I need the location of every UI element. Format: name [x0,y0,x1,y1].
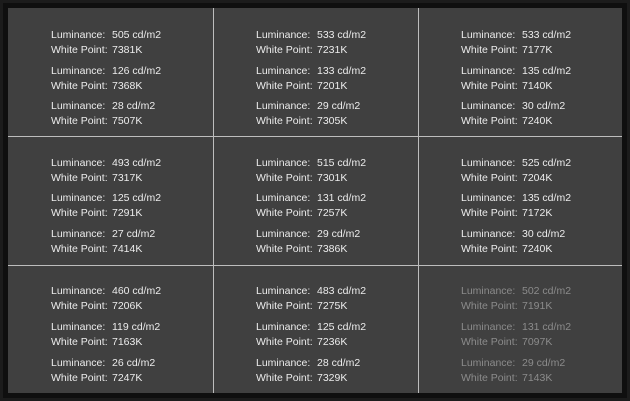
white-point-value: 7191K [522,300,553,312]
measurement-group [461,99,565,129]
measurement-group [461,156,571,186]
white-point-label: White Point: [256,300,313,312]
grid-divider-vertical [418,8,419,393]
luminance-value: 493 cd/m2 [112,157,162,169]
luminance-value: 131 cd/m2 [522,321,572,333]
white-point-label: White Point: [51,80,108,92]
white-point-value: 7507K [112,115,143,127]
luminance-label: Luminance: [461,321,516,333]
luminance-value: 28 cd/m2 [112,100,156,112]
white-point-value: 7301K [317,172,348,184]
white-point-label: White Point: [461,372,518,384]
white-point-value: 7240K [522,243,553,255]
white-point-value: 7305K [317,115,348,127]
white-point-value: 7381K [112,44,143,56]
luminance-label: Luminance: [51,321,106,333]
luminance-value: 29 cd/m2 [317,100,361,112]
luminance-value: 533 cd/m2 [522,29,572,41]
luminance-value: 125 cd/m2 [112,192,162,204]
measurement-group [51,284,161,314]
white-point-value: 7231K [317,44,348,56]
luminance-value: 126 cd/m2 [112,65,162,77]
measurement-group [256,64,366,94]
measurement-group [256,320,366,350]
cell-top-right [418,8,622,136]
white-point-label: White Point: [51,300,108,312]
luminance-label: Luminance: [461,157,516,169]
grid-divider-horizontal [8,265,622,266]
measurement-group [51,64,161,94]
luminance-label: Luminance: [51,29,106,41]
cell-middle-left [8,137,213,265]
measurement-group [51,191,161,221]
luminance-label: Luminance: [51,357,106,369]
white-point-value: 7386K [317,243,348,255]
cell-bottom-left [8,266,213,393]
luminance-value: 131 cd/m2 [317,192,367,204]
white-point-label: White Point: [461,207,518,219]
luminance-value: 30 cd/m2 [522,100,566,112]
luminance-label: Luminance: [461,192,516,204]
luminance-label: Luminance: [256,100,311,112]
white-point-label: White Point: [256,336,313,348]
white-point-label: White Point: [51,243,108,255]
white-point-label: White Point: [51,336,108,348]
luminance-label: Luminance: [256,228,311,240]
white-point-label: White Point: [461,172,518,184]
white-point-value: 7236K [317,336,348,348]
cell-bottom-center [213,266,418,393]
luminance-value: 29 cd/m2 [522,357,566,369]
white-point-value: 7317K [112,172,143,184]
cell-top-center [213,8,418,136]
white-point-value: 7368K [112,80,143,92]
luminance-value: 502 cd/m2 [522,285,572,297]
white-point-value: 7206K [112,300,143,312]
measurement-group [461,191,571,221]
luminance-value: 26 cd/m2 [112,357,156,369]
measurement-group [256,356,360,386]
luminance-label: Luminance: [51,285,106,297]
measurement-group [51,320,160,350]
white-point-value: 7201K [317,80,348,92]
uniformity-grid [8,8,622,393]
white-point-label: White Point: [461,243,518,255]
luminance-label: Luminance: [461,285,516,297]
measurement-group [256,99,360,129]
white-point-label: White Point: [256,207,313,219]
luminance-value: 133 cd/m2 [317,65,367,77]
measurement-group [256,28,366,58]
luminance-label: Luminance: [256,285,311,297]
luminance-label: Luminance: [256,29,311,41]
measurement-group [51,99,155,129]
white-point-label: White Point: [256,243,313,255]
luminance-value: 119 cd/m2 [112,321,161,333]
cell-top-left [8,8,213,136]
white-point-label: White Point: [256,80,313,92]
white-point-value: 7247K [112,372,143,384]
white-point-value: 7414K [112,243,143,255]
measurement-group [51,28,161,58]
luminance-label: Luminance: [51,228,106,240]
luminance-label: Luminance: [51,157,106,169]
measurement-group [461,284,571,314]
luminance-value: 27 cd/m2 [112,228,156,240]
luminance-label: Luminance: [256,157,311,169]
luminance-label: Luminance: [256,65,311,77]
luminance-label: Luminance: [51,100,106,112]
white-point-value: 7257K [317,207,348,219]
white-point-label: White Point: [51,172,108,184]
white-point-value: 7275K [317,300,348,312]
white-point-label: White Point: [256,172,313,184]
grid-divider-vertical [213,8,214,393]
luminance-value: 28 cd/m2 [317,357,361,369]
white-point-label: White Point: [256,115,313,127]
white-point-value: 7240K [522,115,553,127]
white-point-value: 7172K [522,207,553,219]
luminance-value: 515 cd/m2 [317,157,367,169]
white-point-value: 7177K [522,44,553,56]
white-point-label: White Point: [461,336,518,348]
luminance-value: 125 cd/m2 [317,321,367,333]
luminance-label: Luminance: [256,357,311,369]
measurement-group [51,227,155,257]
luminance-value: 483 cd/m2 [317,285,367,297]
luminance-label: Luminance: [461,228,516,240]
luminance-label: Luminance: [461,100,516,112]
luminance-label: Luminance: [461,29,516,41]
luminance-value: 135 cd/m2 [522,65,572,77]
measurement-group [256,284,366,314]
white-point-label: White Point: [461,115,518,127]
measurement-group [256,227,360,257]
cell-bottom-right [418,266,622,393]
measurement-group [256,191,366,221]
luminance-value: 135 cd/m2 [522,192,572,204]
white-point-value: 7097K [522,336,553,348]
measurement-group [256,156,366,186]
measurement-group [51,356,155,386]
luminance-value: 29 cd/m2 [317,228,361,240]
luminance-label: Luminance: [51,192,106,204]
white-point-label: White Point: [256,372,313,384]
white-point-value: 7140K [522,80,553,92]
grid-divider-horizontal [8,136,622,137]
white-point-label: White Point: [51,115,108,127]
luminance-label: Luminance: [461,65,516,77]
luminance-value: 30 cd/m2 [522,228,566,240]
luminance-value: 460 cd/m2 [112,285,162,297]
window-frame [3,3,627,398]
measurement-group [461,28,571,58]
measurement-group [461,320,571,350]
white-point-value: 7291K [112,207,143,219]
cell-middle-center [213,137,418,265]
white-point-value: 7204K [522,172,553,184]
white-point-value: 7143K [522,372,553,384]
white-point-value: 7329K [317,372,348,384]
white-point-value: 7163K [112,336,143,348]
white-point-label: White Point: [256,44,313,56]
white-point-label: White Point: [51,44,108,56]
white-point-label: White Point: [461,80,518,92]
luminance-label: Luminance: [256,192,311,204]
measurement-group [461,356,565,386]
measurement-group [51,156,161,186]
white-point-label: White Point: [51,207,108,219]
luminance-value: 505 cd/m2 [112,29,162,41]
luminance-label: Luminance: [256,321,311,333]
white-point-label: White Point: [51,372,108,384]
luminance-value: 525 cd/m2 [522,157,572,169]
luminance-label: Luminance: [51,65,106,77]
white-point-label: White Point: [461,300,518,312]
luminance-value: 533 cd/m2 [317,29,367,41]
cell-middle-right [418,137,622,265]
luminance-label: Luminance: [461,357,516,369]
white-point-label: White Point: [461,44,518,56]
measurement-group [461,64,571,94]
measurement-group [461,227,565,257]
